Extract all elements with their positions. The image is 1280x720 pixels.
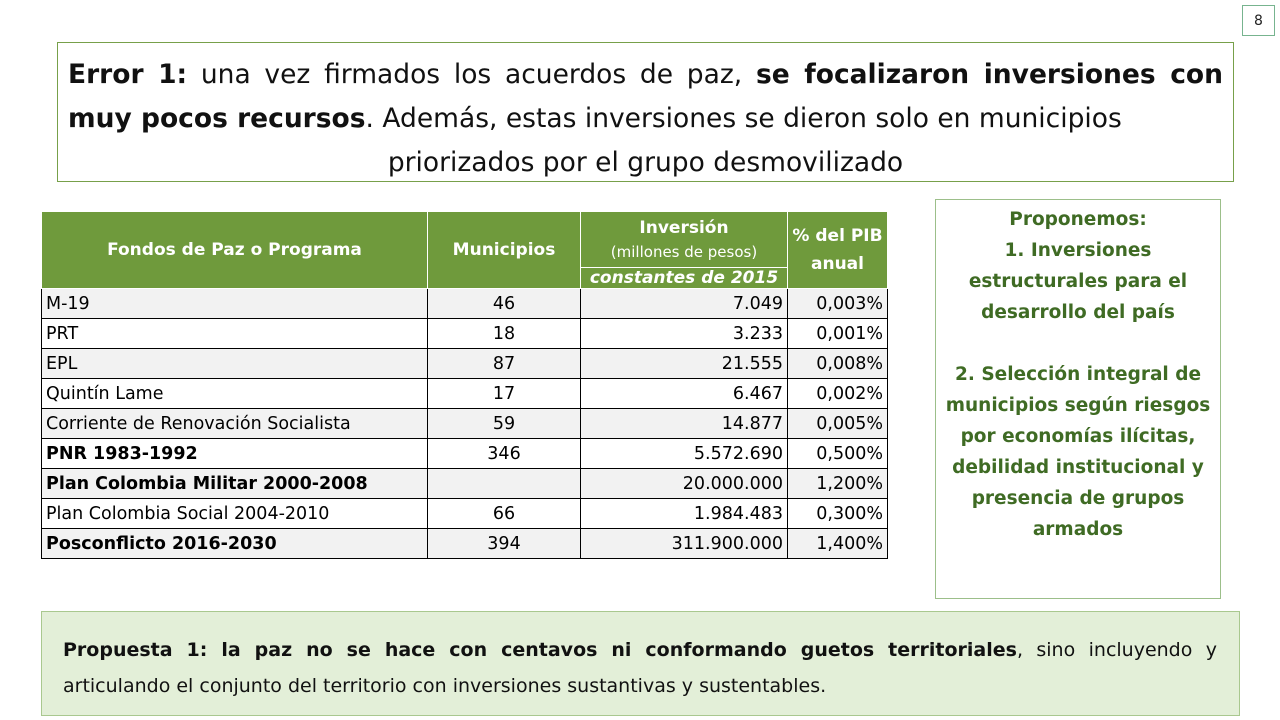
cell-municipios: 66 — [428, 499, 581, 529]
table-row — [42, 529, 888, 559]
cell-inversion: 5.572.690 — [581, 439, 788, 469]
cell-fund: Quintín Lame — [42, 379, 428, 409]
cell-inversion: 21.555 — [581, 349, 788, 379]
header-inversion-note: constantes de 2015 — [581, 268, 788, 289]
cell-inversion: 1.984.483 — [581, 499, 788, 529]
page-number: 8 — [1242, 5, 1275, 36]
proposals-box — [935, 199, 1221, 599]
table-row — [42, 319, 888, 349]
cell-pib: 0,002% — [788, 379, 888, 409]
cell-inversion: 311.900.000 — [581, 529, 788, 559]
cell-fund: Corriente de Renovación Socialista — [42, 409, 428, 439]
cell-inversion: 7.049 — [581, 289, 788, 319]
table-row — [42, 289, 888, 319]
table-row — [42, 439, 888, 469]
cell-pib: 0,005% — [788, 409, 888, 439]
title-part2: . Además, estas inversiones se dieron solo en municipios — [365, 103, 1122, 134]
cell-fund: Plan Colombia Social 2004-2010 — [42, 499, 428, 529]
header-inversion-sub: (millones de pesos) — [610, 242, 758, 261]
proposals-heading: Proponemos: — [1009, 209, 1147, 230]
table-row — [42, 409, 888, 439]
cell-pib: 0,008% — [788, 349, 888, 379]
cell-fund: Plan Colombia Militar 2000-2008 — [42, 469, 428, 499]
table-row — [42, 469, 888, 499]
cell-municipios: 394 — [428, 529, 581, 559]
table-row — [42, 499, 888, 529]
proposal-banner-rest: , sino incluyendo y articulando el conjunto del territorio con inversiones sustantivas y sustentables. — [63, 639, 1218, 697]
proposal-item-2: 2. Selección integral de municipios según riesgos por economías ilícitas, debilidad institucional y presencia de grupos armados — [945, 364, 1211, 540]
proposal-banner-bold: Propuesta 1: la paz no se hace con centavos ni conformando guetos territoriales — [63, 639, 1017, 661]
table-row — [42, 379, 888, 409]
title-bold1: se focalizaron inversiones con muy pocos recursos — [68, 59, 1223, 134]
cell-inversion: 20.000.000 — [581, 469, 788, 499]
header-inversion-label: Inversión — [639, 217, 729, 238]
cell-municipios: 59 — [428, 409, 581, 439]
cell-inversion: 3.233 — [581, 319, 788, 349]
proposal-banner — [41, 611, 1240, 716]
cell-municipios: 18 — [428, 319, 581, 349]
cell-pib: 1,200% — [788, 469, 888, 499]
cell-pib: 0,300% — [788, 499, 888, 529]
title-part3: priorizados por el grupo desmovilizado — [387, 147, 904, 178]
cell-inversion: 6.467 — [581, 379, 788, 409]
header-pib: % del PIB anual — [788, 212, 888, 289]
cell-pib: 0,001% — [788, 319, 888, 349]
header-inversion — [581, 212, 788, 268]
proposal-item-1: 1. Inversiones estructurales para el desarrollo del país — [968, 240, 1188, 323]
cell-municipios: 46 — [428, 289, 581, 319]
cell-fund: EPL — [42, 349, 428, 379]
cell-municipios: 346 — [428, 439, 581, 469]
cell-inversion: 14.877 — [581, 409, 788, 439]
cell-fund: Posconflicto 2016-2030 — [42, 529, 428, 559]
cell-fund: M-19 — [42, 289, 428, 319]
cell-pib: 1,400% — [788, 529, 888, 559]
cell-municipios — [428, 469, 581, 499]
cell-fund: PRT — [42, 319, 428, 349]
investment-table — [41, 211, 888, 559]
cell-pib: 0,003% — [788, 289, 888, 319]
table-row — [42, 349, 888, 379]
cell-fund: PNR 1983-1992 — [42, 439, 428, 469]
cell-municipios: 17 — [428, 379, 581, 409]
title-part1: una vez firmados los acuerdos de paz, — [187, 59, 756, 90]
cell-municipios: 87 — [428, 349, 581, 379]
cell-pib: 0,500% — [788, 439, 888, 469]
header-fund: Fondos de Paz o Programa — [42, 212, 428, 289]
slide-title — [57, 42, 1234, 182]
title-lead: Error 1: — [68, 59, 188, 90]
header-municipios: Municipios — [428, 212, 581, 289]
